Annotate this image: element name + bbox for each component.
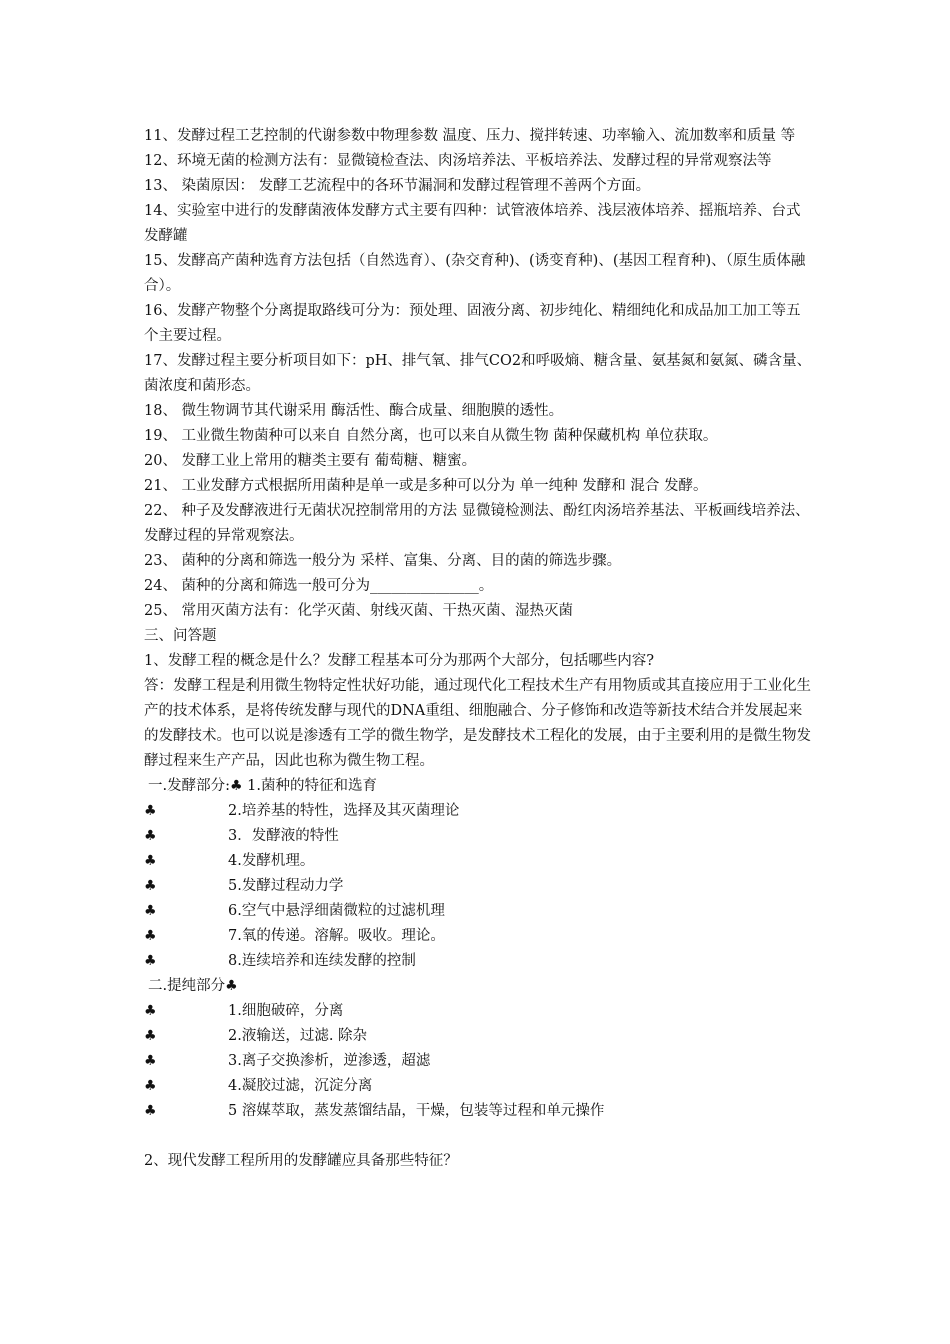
document-page (144, 124, 812, 1174)
list-item (144, 849, 812, 874)
list-item (144, 1099, 812, 1124)
list-item-text: 3.离子交换渗析，逆渗透，超滤 (228, 1053, 431, 1069)
list-item (144, 999, 812, 1024)
list-item (144, 1074, 812, 1099)
club-icon: ♣ (144, 903, 157, 919)
fill-item: 21、 工业发酵方式根据所用菌种是单一或是多种可以分为 单一纯种 发酵和 混合 发酵。 (144, 478, 708, 494)
club-icon: ♣ (144, 828, 157, 844)
fill-item: 20、 发酵工业上常用的糖类主要有 葡萄糖、糖蜜。 (144, 453, 477, 469)
answer-1: 答：发酵工程是利用微生物特定性状好功能，通过现代化工程技术生产有用物质或其直接应用于工业化生产的技术体系，是将传统发酵与现代的DNA重组、细胞融合、分子修饰和改造等新技术结合并发展起来的发酵技术。也可以说是渗透有工学的微生物学，是发酵技术工程化的发展，由于主要利用的是微生物发酵过程来生产产品，因此也称为微生物工程。 (144, 678, 811, 769)
list-item-text: 3．发酵液的特性 (228, 828, 339, 844)
list-item (144, 1049, 812, 1074)
list-item (144, 824, 812, 849)
fill-item: 16、发酵产物整个分离提取路线可分为：预处理、固液分离、初步纯化、精细纯化和成品加工加工等五个主要过程。 (144, 303, 801, 344)
list-item-text: 1.细胞破碎，分离 (228, 1003, 344, 1019)
list-item (144, 949, 812, 974)
list-item (144, 899, 812, 924)
list-item-text: 5.发酵过程动力学 (228, 878, 344, 894)
section-title: 三、问答题 (144, 628, 217, 644)
club-icon: ♣ (144, 928, 157, 944)
club-icon: ♣ (144, 1028, 157, 1044)
list-item-text: 8.连续培养和连续发酵的控制 (228, 953, 416, 969)
list-item-text: 4.发酵机理。 (228, 853, 315, 869)
fill-item: 22、 种子及发酵液进行无菌状况控制常用的方法 显微镜检测法、酚红肉汤培养基法、平板画线培养法、发酵过程的异常观察法。 (144, 503, 810, 544)
club-icon: ♣ (144, 1003, 157, 1019)
list-item (144, 874, 812, 899)
club-icon: ♣ (144, 803, 157, 819)
part1-first-item: 1.菌种的特征和选育 (247, 778, 378, 794)
part2-heading: 二.提纯部分♣ (148, 978, 238, 994)
club-icon: ♣ (144, 1103, 157, 1119)
fill-item: 19、 工业微生物菌种可以来自 自然分离，也可以来自从微生物 菌种保藏机构 单位获取。 (144, 428, 718, 444)
list-item-text: 2.培养基的特性，选择及其灭菌理论 (228, 803, 460, 819)
club-icon: ♣ (144, 953, 157, 969)
club-icon: ♣ (144, 1053, 157, 1069)
spacer (144, 1124, 812, 1149)
fill-item: 14、实验室中进行的发酵菌液体发酵方式主要有四种：试管液体培养、浅层液体培养、摇瓶培养、台式发酵罐 (144, 203, 801, 244)
question-2: 2、现代发酵工程所用的发酵罐应具备那些特征？ (144, 1153, 458, 1169)
fill-item: 25、 常用灭菌方法有：化学灭菌、射线灭菌、干热灭菌、湿热灭菌 (144, 603, 574, 619)
list-item (144, 799, 812, 824)
list-item-text: 5 溶媒萃取，蒸发蒸馏结晶，干燥，包装等过程和单元操作 (228, 1103, 605, 1119)
list-item-text: 7.氧的传递。溶解。吸收。理论。 (228, 928, 445, 944)
fill-item: 24、 菌种的分离和筛选一般可分为_______________。 (144, 578, 494, 594)
list-item-text: 4.凝胶过滤，沉淀分离 (228, 1078, 373, 1094)
club-icon: ♣ (144, 878, 157, 894)
question-1: 1、发酵工程的概念是什么？发酵工程基本可分为那两个大部分，包括哪些内容? (144, 653, 654, 669)
club-icon: ♣ (225, 978, 238, 994)
club-icon: ♣ (144, 853, 157, 869)
fill-item: 12、环境无菌的检测方法有：显微镜检查法、肉汤培养法、平板培养法、发酵过程的异常观察法等 (144, 153, 772, 169)
fill-item: 23、 菌种的分离和筛选一般分为 采样、富集、分离、目的菌的筛选步骤。 (144, 553, 622, 569)
fill-item: 18、 微生物调节其代谢采用 酶活性、酶合成量、细胞膜的透性。 (144, 403, 564, 419)
part2-list (144, 999, 812, 1124)
fill-item: 17、发酵过程主要分析项目如下：pH、排气氧、排气CO2和呼吸熵、糖含量、氨基氮和氨氮、磷含量、菌浓度和菌形态。 (144, 353, 812, 394)
list-item (144, 1024, 812, 1049)
fill-in-answers (144, 124, 812, 624)
list-item-text: 6.空气中悬浮细菌微粒的过滤机理 (228, 903, 445, 919)
fill-item: 15、发酵高产菌种选育方法包括（自然选育）、(杂交育种)、(诱变育种)、(基因工程育种)、（原生质体融合）。 (144, 253, 806, 294)
club-icon: ♣ (230, 778, 243, 794)
fill-item: 11、发酵过程工艺控制的代谢参数中物理参数 温度、压力、搅拌转速、功率输入、流加数率和质量 等 (144, 128, 796, 144)
part1-heading: 一.发酵部分:♣ 1.菌种的特征和选育 (148, 778, 378, 794)
fill-item: 13、 染菌原因： 发酵工艺流程中的各环节漏洞和发酵过程管理不善两个方面。 (144, 178, 651, 194)
club-icon: ♣ (144, 1078, 157, 1094)
part1-list (144, 799, 812, 974)
list-item (144, 924, 812, 949)
list-item-text: 2.液输送，过滤. 除杂 (228, 1028, 368, 1044)
